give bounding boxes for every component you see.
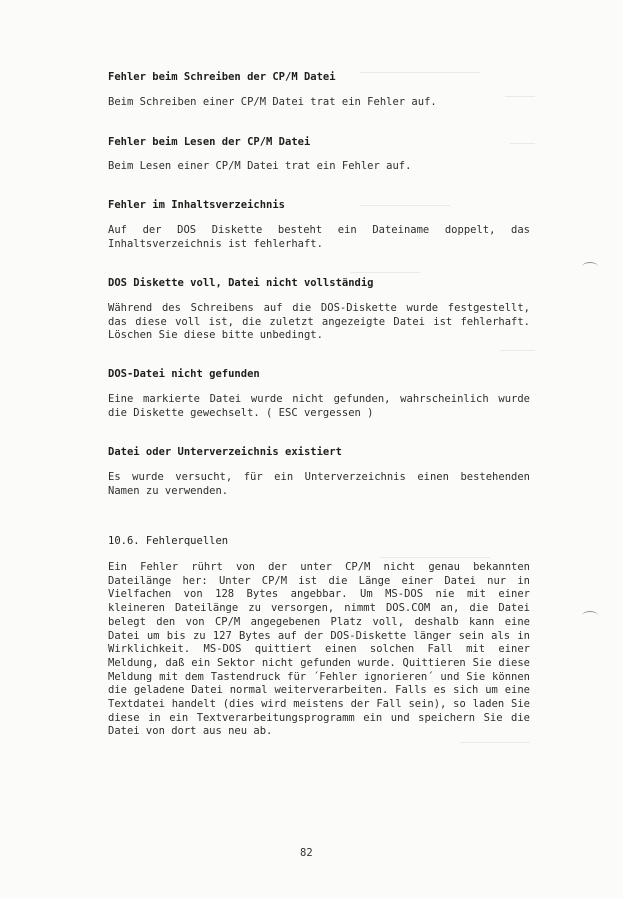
bleed-through-line — [360, 72, 480, 73]
chapter-body-text: Ein Fehler rührt von der unter CP/M nicht genau bekannten Dateilänge her: Unter CP/M ist die Länge einer Datei nur in Vielfachen von 128 Bytes angebbar. Um MS-DOS nie mit einer kleineren Dateilänge zu versorgen, nimmt DOS.COM an, die Datei belegt den von CP/M angegebenen Platz voll, deshalb kann eine Datei um bis zu 127 Bytes auf der DOS-Diskette länger sein als in Wirklichkeit. MS-DOS quittiert einen solchen Fall mit einer Meldung, daß ein Sektor nicht gefunden wurde. Quittieren Sie diese Meldung mit dem Tastendruck für ´Fehler ignorieren´ und Sie können die geladene Datei normal weiterverarbeiten. Falls es sich um eine Textdatei handelt (dies wird meistens der Fall sein), so laden Sie diese in ein Textverarbeitungsprogramm ein und speichern Sie die Datei von dort aus neu ab. — [108, 561, 530, 738]
section-body-read-error — [108, 160, 530, 174]
bleed-through-line — [500, 350, 535, 351]
chapter-title: 10.6. Fehlerquellen — [108, 535, 229, 547]
section-heading-exists: Datei oder Unterverzeichnis existiert — [108, 446, 342, 458]
binder-hole-mark — [582, 262, 598, 271]
bleed-through-line — [510, 143, 535, 144]
section-body-disk-full — [108, 302, 530, 343]
section-heading-directory-error: Fehler im Inhaltsverzeichnis — [108, 199, 286, 211]
bleed-through-line — [360, 205, 450, 206]
section-heading-write-error: Fehler beim Schreiben der CP/M Datei — [108, 71, 336, 83]
section-body-text: Beim Lesen einer CP/M Datei trat ein Fehler auf. — [108, 160, 412, 172]
bleed-through-line — [380, 557, 490, 558]
section-heading-disk-full: DOS Diskette voll, Datei nicht vollständig — [108, 277, 374, 289]
page-number: 82 — [300, 847, 313, 859]
section-body-text: Eine markierte Datei wurde nicht gefunden, wahrscheinlich wurde die Diskette gewechselt. ( ESC vergessen ) — [108, 393, 530, 419]
section-heading-read-error: Fehler beim Lesen der CP/M Datei — [108, 136, 311, 148]
bleed-through-line — [350, 272, 420, 273]
bleed-through-line — [460, 742, 530, 743]
section-body-write-error — [108, 96, 530, 110]
section-body-text: Auf der DOS Diskette besteht ein Dateiname doppelt, das Inhaltsverzeichnis ist fehlerhaft. — [108, 224, 530, 250]
section-heading-file-not-found: DOS-Datei nicht gefunden — [108, 368, 260, 380]
section-body-directory-error — [108, 224, 530, 251]
section-body-text: Es wurde versucht, für ein Unterverzeichnis einen bestehenden Namen zu verwenden. — [108, 471, 530, 497]
section-body-text: Während des Schreibens auf die DOS-Diskette wurde festgestellt, das diese voll ist, die zuletzt angezeigte Datei ist fehlerhaft. Löschen Sie diese bitte unbedingt. — [108, 302, 530, 342]
chapter-body — [108, 561, 530, 739]
binder-hole-mark — [582, 611, 598, 620]
section-body-exists — [108, 471, 530, 498]
section-body-text: Beim Schreiben einer CP/M Datei trat ein Fehler auf. — [108, 96, 437, 108]
section-body-file-not-found — [108, 393, 530, 420]
